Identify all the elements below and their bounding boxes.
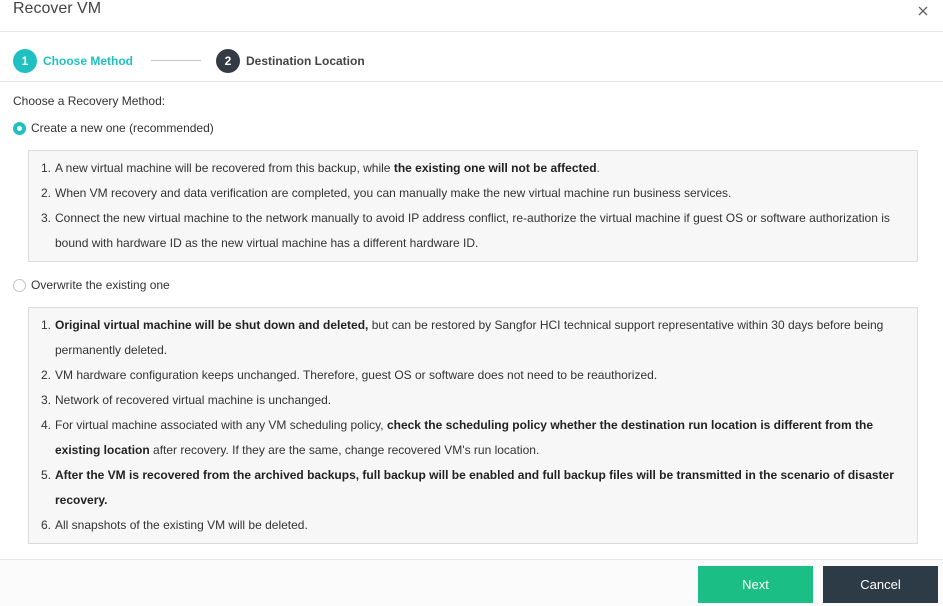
note-item — [41, 206, 907, 256]
note-text: but can be restored by Sangfor HCI technical support representative within 30 days before being permanently deleted. — [55, 318, 884, 357]
note-text: after recovery. If they are the same, change recovered VM's run location. — [149, 443, 540, 457]
note-emphasis: the existing one will not be affected — [393, 161, 597, 175]
cancel-button[interactable]: Cancel — [823, 566, 938, 603]
step-label: Destination Location — [246, 54, 365, 68]
note-text: A new virtual machine will be recovered from this backup, while — [55, 161, 394, 175]
note-number: 1. — [41, 161, 52, 175]
radio-label: Create a new one (recommended) — [31, 121, 214, 135]
note-emphasis: After the VM is recovered from the archived backups, full backup will be enabled and full backup files will be transmitted in the scenario of disaster recovery. — [55, 468, 894, 507]
close-icon[interactable] — [916, 4, 930, 18]
step-destination-location — [216, 49, 365, 73]
note-item — [41, 363, 907, 388]
note-text: When VM recovery and data verification are completed, you can manually make the new virtual machine run business services. — [55, 186, 732, 200]
dialog-title: Recover VM — [13, 0, 102, 17]
note-item — [41, 181, 907, 206]
create-new-notes — [28, 150, 918, 262]
note-text: Network of recovered virtual machine is unchanged. — [55, 393, 332, 407]
note-text: VM hardware configuration keeps unchanged. Therefore, guest OS or software does not need to be reauthorized. — [55, 368, 658, 382]
note-text: All snapshots of the existing VM will be deleted. — [55, 518, 308, 532]
radio-button[interactable] — [13, 279, 26, 292]
note-emphasis: check the scheduling policy whether the destination run location is different from the existing location — [55, 418, 874, 457]
note-number: 3. — [41, 211, 52, 225]
note-emphasis: Original virtual machine will be shut down and deleted, — [55, 318, 369, 332]
dialog-footer — [0, 559, 943, 606]
dialog-titlebar — [0, 0, 943, 32]
note-item — [41, 313, 907, 363]
note-item — [41, 463, 907, 513]
wizard-steps — [0, 32, 943, 82]
note-item — [41, 156, 907, 181]
recovery-method-label: Choose a Recovery Method: — [13, 94, 166, 108]
note-item — [41, 513, 907, 538]
radio-button[interactable] — [13, 122, 26, 135]
note-item — [41, 388, 907, 413]
overwrite-notes — [28, 307, 918, 544]
radio-create-new[interactable] — [13, 121, 214, 135]
note-number: 1. — [41, 318, 52, 332]
step-number-badge: 2 — [216, 49, 240, 73]
radio-label: Overwrite the existing one — [31, 278, 170, 292]
note-text: For virtual machine associated with any VM scheduling policy, — [55, 418, 387, 432]
step-label: Choose Method — [43, 54, 133, 68]
note-number: 2. — [41, 368, 52, 382]
next-button[interactable]: Next — [698, 566, 813, 603]
note-number: 3. — [41, 393, 52, 407]
note-number: 5. — [41, 468, 52, 482]
note-text: Connect the new virtual machine to the network manually to avoid IP address conflict, re-authorize the virtual machine if guest OS or software authorization is bound with hardware ID as the new virtual machine has a different hardware ID. — [55, 211, 890, 250]
step-number-badge: 1 — [13, 49, 37, 73]
step-connector — [151, 60, 201, 61]
note-text: . — [596, 161, 600, 175]
note-item — [41, 413, 907, 463]
notes-list — [29, 308, 917, 538]
step-choose-method — [13, 49, 133, 73]
radio-overwrite-existing[interactable] — [13, 278, 170, 292]
note-number: 6. — [41, 518, 52, 532]
note-number: 2. — [41, 186, 52, 200]
notes-list — [29, 151, 917, 256]
note-number: 4. — [41, 418, 52, 432]
